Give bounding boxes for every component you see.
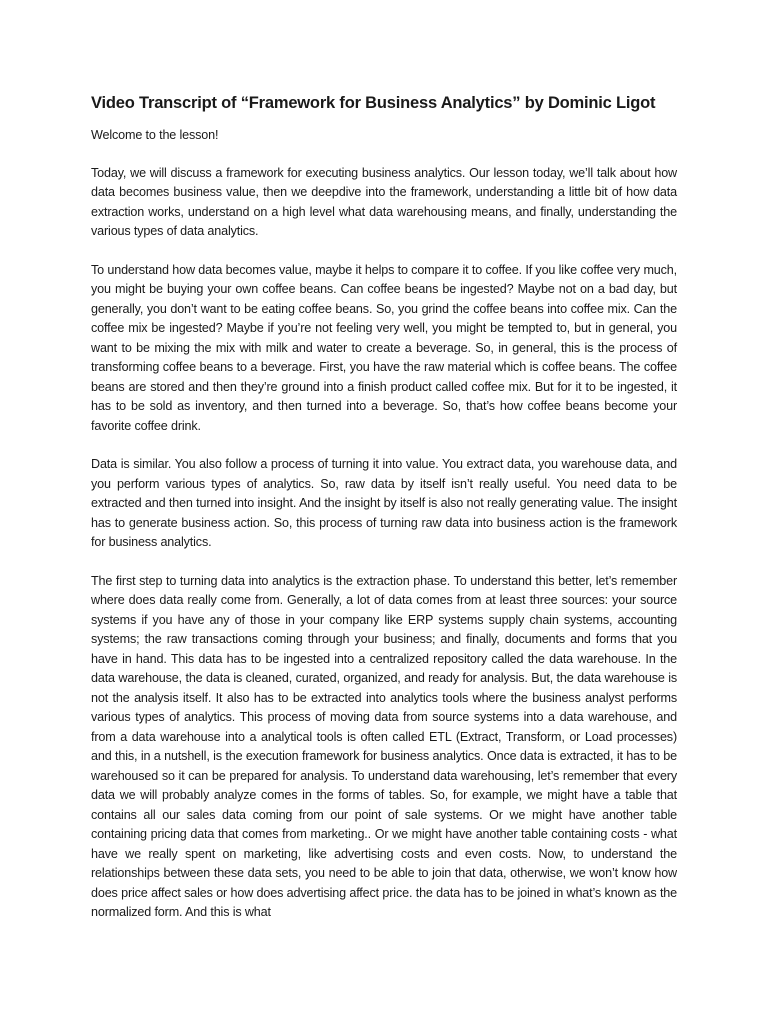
welcome-line: Welcome to the lesson! (91, 128, 219, 142)
paragraph-clip (91, 572, 677, 1022)
paragraph-coffee-analogy: To understand how data becomes value, maybe it helps to compare it to coffee. If you like coffee very much, you might be buying your own coffee beans. Can coffee beans be ingested? Maybe not on a bad day, but generally, you don’t want to be eating coffee beans. So, you grind the coffee beans into coffee mix. Can the coffee mix be ingested? Maybe if you’re not feeling very well, you might be tempted to, but in general, you want to be mixing the mix with milk and water to create a beverage. So, in general, this is the process of transforming coffee beans to a beverage. First, you have the raw material which is coffee beans. The coffee beans are stored and then they’re ground into a finish product called coffee mix. But for it to be ingested, it has to be sold as inventory, and then turned into a beverage. So, that’s how coffee beans become your favorite coffee drink. (91, 262, 677, 433)
document-title: Video Transcript of “Framework for Business Analytics” by Dominic Ligot (91, 94, 656, 112)
document-body (91, 92, 677, 1022)
paragraph-intro: Today, we will discuss a framework for executing business analytics. Our lesson today, we’ll talk about how data becomes business value, then we deepdive into the framework, understanding a little bit of how data extraction works, understand on a high level what data warehousing means, and finally, understanding the various types of data analytics. (91, 165, 677, 238)
paragraph-data-value: Data is similar. You also follow a process of turning it into value. You extract data, you warehouse data, and you perform various types of analytics. So, raw data by itself isn’t really useful. You need data to be extracted and then turned into insight. And the insight by itself is also not really generating value. The insight has to generate business action. So, this process of turning raw data into business action is the framework for business analytics. (91, 457, 677, 549)
paragraph-extraction: The first step to turning data into analytics is the extraction phase. To understand this better, let’s remember where does data really come from. Generally, a lot of data comes from at least three sources: your source systems if you have any of those in your company like ERP systems supply chain systems, accounting systems; the raw transactions coming through your business; and finally, documents and forms that you have in hand. This data has to be ingested into a centralized repository called the data warehouse. In the data warehouse, the data is cleaned, curated, organized, and ready for analysis. But, the data warehouse is not the analysis itself. It also has to be extracted into analytics tools where the business analyst performs various types of analytics. This process of moving data from source systems into a data warehouse, and from a data warehouse into a analytical tools is often called ETL (Extract, Transform, or Load processes) and this, in a nutshell, is the execution framework for business analytics. Once data is extracted, it has to be warehoused so it can be prepared for analysis. To understand data warehousing, let’s remember that every data we will probably analyze comes in the forms of tables. So, for example, we might have a table that contains all our sales data coming from our point of sale systems. Or we might have another table containing pricing data that comes from marketing.. Or we might have another table containing costs - what have we really spent on marketing, like advertising costs and even costs. Now, to understand the relationships between these data sets, you need to be able to join that data, otherwise, we won’t know how does price affect sales or how does advertising affect price. the data has to be joined in what’s known as the normalized form. And this is what (91, 573, 677, 919)
